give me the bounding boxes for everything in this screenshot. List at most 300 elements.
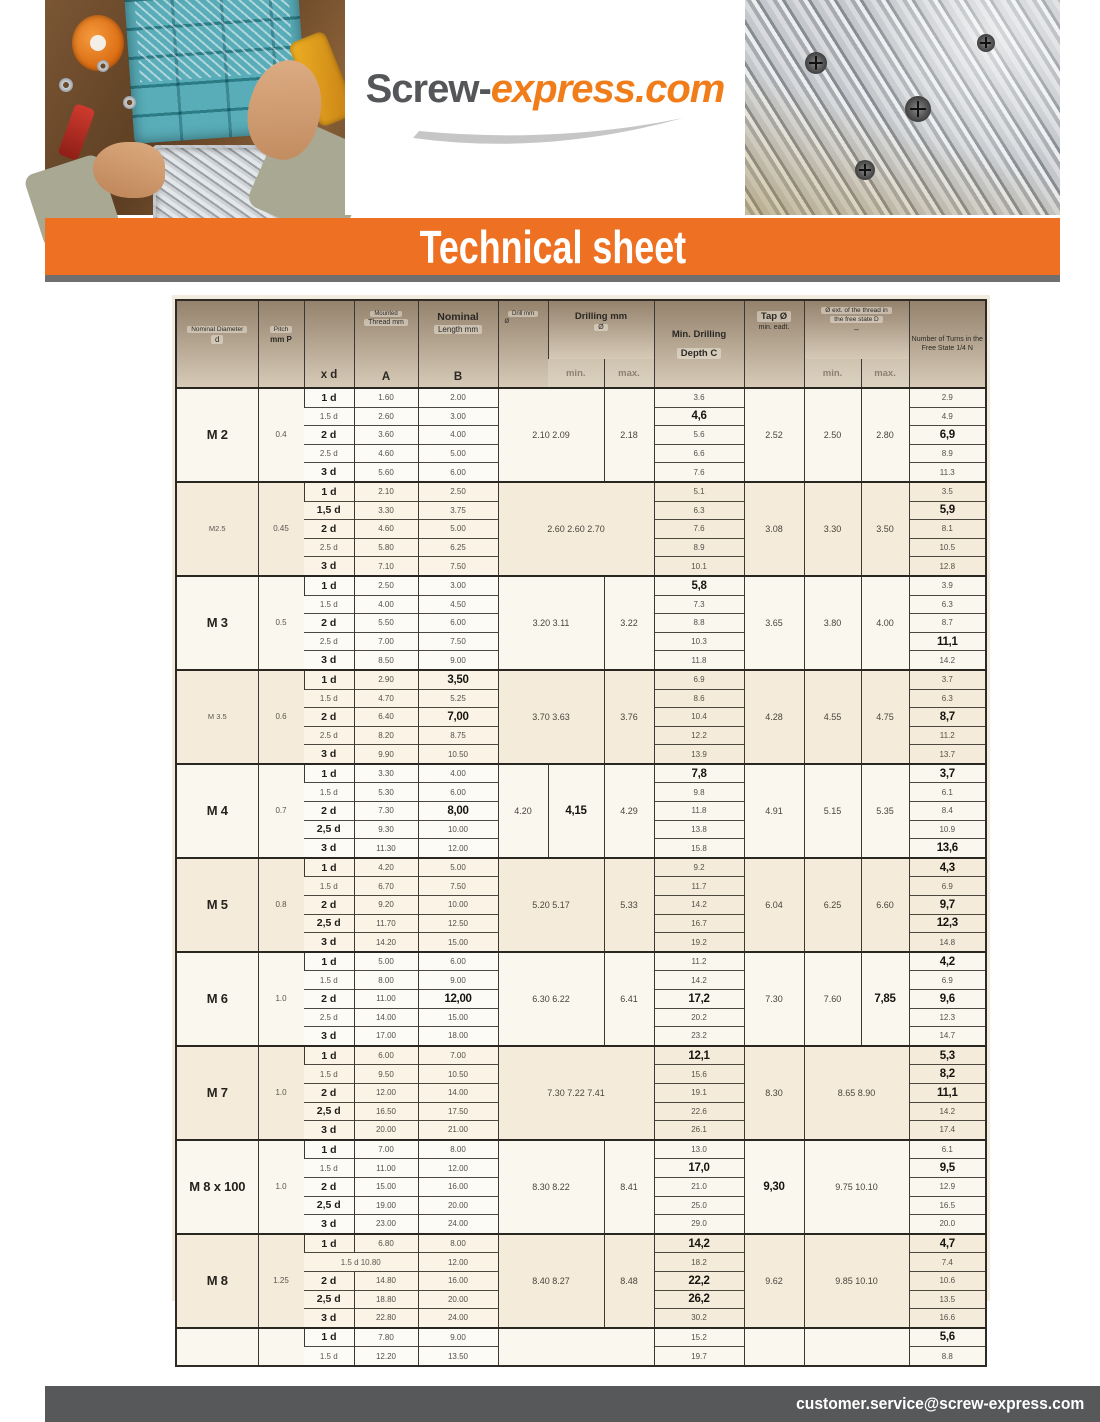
turns-cell: 13.7 (909, 745, 986, 764)
size-label: M 3.5 (176, 670, 258, 764)
nominal-length-cell: 16.00 (418, 1177, 498, 1196)
turns-cell: 8,7 (909, 708, 986, 727)
customer-service-email: customer.service@screw-express.com (795, 1394, 1084, 1413)
nominal-length-cell: 9.00 (418, 1328, 498, 1347)
xd-cell: 3 d (304, 557, 354, 576)
header-drilling-min: min. (548, 359, 604, 388)
nominal-length-cell: 3.00 (418, 407, 498, 426)
nominal-length-cell: 7.00 (418, 1046, 498, 1065)
drilling-max-value: 8.41 (604, 1140, 654, 1234)
turns-cell: 4,2 (909, 952, 986, 971)
xd-cell: 2 d (304, 520, 354, 539)
header-drill: Drill mm Ø (498, 300, 548, 388)
header-free-max: max. (861, 359, 909, 388)
drilling-depth-cell: 23.2 (654, 1027, 744, 1046)
nominal-length-cell: 7,00 (418, 708, 498, 727)
drilling-depth-cell: 14.2 (654, 971, 744, 990)
xd-cell: 3 d (304, 1027, 354, 1046)
drilling-depth-cell: 6.9 (654, 670, 744, 689)
free-state-min-value: 7.60 (804, 952, 861, 1046)
drilling-depth-cell: 7,8 (654, 764, 744, 783)
tap-value: 7.30 (744, 952, 804, 1046)
table-row (176, 576, 986, 595)
mounted-thread-cell: 9.90 (354, 745, 418, 764)
xd-cell: 1 d (304, 764, 354, 783)
xd-cell: 1 d (304, 388, 354, 407)
xd-cell: 1 d (304, 1046, 354, 1065)
mounted-thread-cell: 7.30 (354, 802, 418, 821)
mounted-thread-cell: 7.00 (354, 1140, 418, 1159)
xd-cell: 1 d (304, 670, 354, 689)
xd-cell: 1,5 d (304, 501, 354, 520)
drilling-depth-cell: 19.1 (654, 1083, 744, 1102)
nominal-length-cell: 6.00 (418, 614, 498, 633)
drilling-value: 7.30 7.22 7.41 (498, 1046, 654, 1140)
turns-cell: 10.9 (909, 820, 986, 839)
turns-cell: 6.3 (909, 595, 986, 614)
xd-cell: 2.5 d (304, 444, 354, 463)
mounted-thread-cell: 11.00 (354, 990, 418, 1009)
nominal-length-cell: 18.00 (418, 1027, 498, 1046)
xd-cell: 1.5 d (304, 971, 354, 990)
washer (123, 96, 136, 109)
drilling-depth-cell: 17,0 (654, 1159, 744, 1178)
mounted-thread-cell: 14.00 (354, 1008, 418, 1027)
nominal-length-cell: 12.50 (418, 914, 498, 933)
turns-cell: 6.3 (909, 689, 986, 708)
nominal-length-cell: 10.50 (418, 745, 498, 764)
nominal-length-cell: 9.00 (418, 971, 498, 990)
mounted-thread-cell: 2.50 (354, 576, 418, 595)
table-row (176, 482, 986, 501)
pitch-value: 0.8 (258, 858, 304, 952)
header-free-min: min. (804, 359, 861, 388)
mounted-thread-cell: 4.60 (354, 520, 418, 539)
nominal-length-cell: 8.00 (418, 1140, 498, 1159)
workbench-photo (45, 0, 345, 215)
tap-value: 9,30 (744, 1140, 804, 1234)
mounted-thread-cell: 4.00 (354, 595, 418, 614)
mounted-thread-cell: 8.20 (354, 726, 418, 745)
mounted-thread-cell: 17.00 (354, 1027, 418, 1046)
drilling-depth-cell: 7.3 (654, 595, 744, 614)
turns-cell: 3.9 (909, 576, 986, 595)
xd-cell: 2 d (304, 802, 354, 821)
mounted-thread-cell: 5.30 (354, 783, 418, 802)
xd-cell: 3 d (304, 933, 354, 952)
page-title: Technical sheet (419, 220, 686, 273)
mounted-thread-cell: 11.30 (354, 839, 418, 858)
xd-cell: 2.5 d (304, 632, 354, 651)
free-state-min-value: 3.30 (804, 482, 861, 576)
xd-cell: 3 d (304, 1215, 354, 1234)
table-row (176, 764, 986, 783)
xd-cell: 1.5 d (304, 689, 354, 708)
drilling-value: 2.60 2.60 2.70 (498, 482, 654, 576)
mounted-thread-cell: 6.80 (354, 1234, 418, 1253)
drilling-depth-cell: 13.8 (654, 820, 744, 839)
turns-cell: 5,3 (909, 1046, 986, 1065)
drilling-depth-cell: 22,2 (654, 1271, 744, 1290)
nominal-length-cell: 12.00 (418, 1159, 498, 1178)
mounted-thread-cell: 5.60 (354, 463, 418, 482)
xd-cell: 1.5 d (304, 877, 354, 896)
mounted-thread-cell: 7.00 (354, 632, 418, 651)
size-label: M 4 (176, 764, 258, 858)
pitch-value: 0.5 (258, 576, 304, 670)
nominal-length-cell: 5.00 (418, 444, 498, 463)
mounted-thread-cell: 9.50 (354, 1065, 418, 1084)
pitch-value: 0.4 (258, 388, 304, 482)
drilling-depth-cell: 13.9 (654, 745, 744, 764)
free-state-value: 9.75 10.10 (804, 1140, 909, 1234)
nominal-length-cell: 15.00 (418, 1008, 498, 1027)
free-state-value: 8.65 8.90 (804, 1046, 909, 1140)
drilling-max-value: 8.48 (604, 1234, 654, 1328)
pitch-value: 1.0 (258, 1046, 304, 1140)
size-label: M 3 (176, 576, 258, 670)
turns-cell: 8.8 (909, 1347, 986, 1366)
table-row (176, 1140, 986, 1159)
mounted-thread-cell: 2.90 (354, 670, 418, 689)
size-label: M 5 (176, 858, 258, 952)
tap-value: 9.62 (744, 1234, 804, 1328)
drilling-depth-cell: 19.2 (654, 933, 744, 952)
turns-cell: 10.5 (909, 538, 986, 557)
nominal-length-cell: 14.00 (418, 1083, 498, 1102)
turns-cell: 3.5 (909, 482, 986, 501)
nominal-length-cell: 2.00 (418, 388, 498, 407)
table-row (176, 1046, 986, 1065)
nominal-length-cell: 5.25 (418, 689, 498, 708)
header-drilling: Drilling mm Ø (548, 300, 654, 359)
drilling-depth-cell: 5.6 (654, 426, 744, 445)
turns-cell: 7.4 (909, 1253, 986, 1272)
footer-bar (45, 1386, 1100, 1422)
drilling-value (498, 1328, 654, 1366)
nominal-length-cell: 7.50 (418, 632, 498, 651)
xd-cell: 1 d (304, 952, 354, 971)
nominal-length-cell: 15.00 (418, 933, 498, 952)
header-min-drilling-depth: Min. Drilling Depth C (654, 300, 744, 388)
screw-head (855, 160, 875, 180)
nominal-length-cell: 7.50 (418, 877, 498, 896)
drilling-max-value: 4.29 (604, 764, 654, 858)
turns-cell: 11.3 (909, 463, 986, 482)
size-label: M 6 (176, 952, 258, 1046)
turns-cell: 9,7 (909, 896, 986, 915)
drilling-depth-cell: 10.1 (654, 557, 744, 576)
turns-cell: 20.0 (909, 1215, 986, 1234)
mounted-thread-cell: 5.00 (354, 952, 418, 971)
xd-cell: 2 d (304, 896, 354, 915)
size-label: M 2 (176, 388, 258, 482)
drilling-depth-cell: 21.0 (654, 1177, 744, 1196)
turns-cell: 10.6 (909, 1271, 986, 1290)
mounted-thread-cell: 23.00 (354, 1215, 418, 1234)
mounted-thread-cell: 4.60 (354, 444, 418, 463)
screwdriver (57, 103, 95, 161)
mounted-thread-cell: 4.20 (354, 858, 418, 877)
drilling-depth-cell: 7.6 (654, 463, 744, 482)
nominal-length-cell: 4.00 (418, 426, 498, 445)
xd-cell: 1.5 d (304, 595, 354, 614)
datasheet-scan (172, 295, 990, 1361)
mounted-thread-cell: 9.30 (354, 820, 418, 839)
free-state-value: 9.85 10.10 (804, 1234, 909, 1328)
turns-cell: 6.1 (909, 783, 986, 802)
drilling-depth-cell: 26,2 (654, 1290, 744, 1309)
xd-cell: 2.5 d (304, 1008, 354, 1027)
tap-value: 3.08 (744, 482, 804, 576)
logo-area (345, 0, 745, 215)
turns-cell: 8,2 (909, 1065, 986, 1084)
mounted-thread-cell: 3.60 (354, 426, 418, 445)
drilling-depth-cell: 10.4 (654, 708, 744, 727)
xd-cell: 1 d (304, 1328, 354, 1347)
free-state-max-value: 2.80 (861, 388, 909, 482)
nominal-length-cell: 16.00 (418, 1271, 498, 1290)
hand (93, 142, 165, 198)
title-banner (45, 218, 1060, 275)
mounted-thread-cell: 9.20 (354, 896, 418, 915)
drilling-depth-cell: 20.2 (654, 1008, 744, 1027)
nominal-length-cell: 12,00 (418, 990, 498, 1009)
xd-cell: 2,5 d (304, 820, 354, 839)
turns-cell: 8.7 (909, 614, 986, 633)
nominal-length-cell: 12.00 (418, 839, 498, 858)
xd-cell: 2,5 d (304, 1102, 354, 1121)
mounted-thread-cell: 3.30 (354, 501, 418, 520)
free-state-max-value: 5.35 (861, 764, 909, 858)
screw-head (805, 52, 827, 74)
logo-swoosh (395, 114, 695, 148)
screws-pile-photo (745, 0, 1060, 215)
turns-cell: 6.9 (909, 877, 986, 896)
mounted-thread-cell: 6.00 (354, 1046, 418, 1065)
xd-cell: 3 d (304, 463, 354, 482)
drilling-depth-cell: 5.1 (654, 482, 744, 501)
size-label: M 8 x 100 (176, 1140, 258, 1234)
xd-cell: 1 d (304, 1234, 354, 1253)
size-label: M 8 (176, 1234, 258, 1328)
size-label: M 7 (176, 1046, 258, 1140)
logo-prefix: Screw- (365, 67, 491, 111)
tap-value: 8.30 (744, 1046, 804, 1140)
tap-value: 4.91 (744, 764, 804, 858)
xd-cell: 1 d (304, 482, 354, 501)
turns-cell: 11.2 (909, 726, 986, 745)
nominal-length-cell: 8.00 (418, 1234, 498, 1253)
header-tap: Tap Ø min. eadt. (744, 300, 804, 388)
pitch-value (258, 1328, 304, 1366)
mounted-thread-cell: 6.70 (354, 877, 418, 896)
turns-cell: 11,1 (909, 632, 986, 651)
drilling-depth-cell: 14,2 (654, 1234, 744, 1253)
turns-cell: 12,3 (909, 914, 986, 933)
nominal-length-cell: 3.75 (418, 501, 498, 520)
drilling-depth-cell: 17,2 (654, 990, 744, 1009)
nominal-length-cell: 8,00 (418, 802, 498, 821)
nominal-length-cell: 10.00 (418, 896, 498, 915)
mounted-thread-cell: 2.60 (354, 407, 418, 426)
nominal-length-cell: 6.00 (418, 463, 498, 482)
xd-cell: 2.5 d (304, 726, 354, 745)
nominal-length-cell: 8.75 (418, 726, 498, 745)
xd-cell: 3 d (304, 1121, 354, 1140)
turns-cell: 17.4 (909, 1121, 986, 1140)
turns-cell: 6.9 (909, 971, 986, 990)
size-label: M2.5 (176, 482, 258, 576)
drilling-depth-cell: 6.6 (654, 444, 744, 463)
turns-cell: 16.5 (909, 1196, 986, 1215)
turns-cell: 12.9 (909, 1177, 986, 1196)
mounted-thread-cell: 11.70 (354, 914, 418, 933)
turns-cell: 5,6 (909, 1328, 986, 1347)
drilling-depth-cell: 19.7 (654, 1347, 744, 1366)
logo-text (366, 67, 725, 112)
drilling-depth-cell: 25.0 (654, 1196, 744, 1215)
mounted-thread-cell: 14.80 (354, 1271, 418, 1290)
screw-head (905, 96, 931, 122)
drilling-min-value: 6.30 6.22 (498, 952, 604, 1046)
washer (97, 60, 109, 72)
nominal-length-cell: 10.50 (418, 1065, 498, 1084)
drilling-depth-cell: 13.0 (654, 1140, 744, 1159)
turns-cell: 3,7 (909, 764, 986, 783)
turns-cell: 11,1 (909, 1083, 986, 1102)
turns-cell: 8.1 (909, 520, 986, 539)
turns-cell: 13.5 (909, 1290, 986, 1309)
drilling-max-value: 3.76 (604, 670, 654, 764)
xd-cell: 2 d (304, 708, 354, 727)
mounted-thread-cell: 8.00 (354, 971, 418, 990)
xd-cell: 2 d (304, 1083, 354, 1102)
turns-cell: 8.4 (909, 802, 986, 821)
size-label (176, 1328, 258, 1366)
nominal-length-cell: 10.00 (418, 820, 498, 839)
drilling-depth-cell: 11.8 (654, 651, 744, 670)
drilling-depth-cell: 16.7 (654, 914, 744, 933)
xd-cell: 1.5 d (304, 783, 354, 802)
xd-cell: 2 d (304, 990, 354, 1009)
nominal-length-cell: 6.00 (418, 783, 498, 802)
drilling-depth-cell: 7.6 (654, 520, 744, 539)
xd-cell: 2 d (304, 1177, 354, 1196)
drilling-min-value: 8.30 8.22 (498, 1140, 604, 1234)
table-row (176, 858, 986, 877)
header-nominal-diameter: Nominal Diameter d (176, 300, 258, 388)
free-state-max-value: 4.75 (861, 670, 909, 764)
header-number-of-turns: Number of Turns in the Free State 1/4 N (909, 300, 986, 388)
free-state-min-value: 2.50 (804, 388, 861, 482)
pitch-value: 0.45 (258, 482, 304, 576)
nominal-length-cell: 6.25 (418, 538, 498, 557)
turns-cell: 14.7 (909, 1027, 986, 1046)
drilling-max-value: 3.22 (604, 576, 654, 670)
drilling-min-value: 5.20 5.17 (498, 858, 604, 952)
drilling-depth-cell: 14.2 (654, 896, 744, 915)
free-state-max-value: 3.50 (861, 482, 909, 576)
turns-cell: 13,6 (909, 839, 986, 858)
nominal-length-cell: 6.00 (418, 952, 498, 971)
mounted-thread-cell: 16.50 (354, 1102, 418, 1121)
xd-cell: 2,5 d (304, 1290, 354, 1309)
mounted-thread-cell: 12.20 (354, 1347, 418, 1366)
tap-value: 3.65 (744, 576, 804, 670)
drilling-depth-cell: 11.7 (654, 877, 744, 896)
turns-cell: 8.9 (909, 444, 986, 463)
header-nominal-length: Nominal Length mm B (418, 300, 498, 388)
free-state-max-value: 7,85 (861, 952, 909, 1046)
mounted-thread-cell: 2.10 (354, 482, 418, 501)
drilling-depth-cell: 18.2 (654, 1253, 744, 1272)
mounted-thread-cell: 7.80 (354, 1328, 418, 1347)
xd-cell: 2,5 d (304, 1196, 354, 1215)
free-state-min-value: 6.25 (804, 858, 861, 952)
xd-cell: 3 d (304, 1309, 354, 1328)
xd-cell: 2 d (304, 426, 354, 445)
drilling-depth-cell: 15.6 (654, 1065, 744, 1084)
turns-cell: 12.3 (909, 1008, 986, 1027)
xd-cell: 3 d (304, 651, 354, 670)
header-mounted-thread: Mounted Thread mm A (354, 300, 418, 388)
nominal-length-cell: 4.00 (418, 764, 498, 783)
table-row (176, 1328, 986, 1347)
mounted-thread-cell: 4.70 (354, 689, 418, 708)
drilling-max-value: 5.33 (604, 858, 654, 952)
tap-value: 6.04 (744, 858, 804, 952)
turns-cell: 2.9 (909, 388, 986, 407)
nominal-length-cell: 13.50 (418, 1347, 498, 1366)
screw-head (977, 34, 995, 52)
turns-cell: 9,5 (909, 1159, 986, 1178)
mounted-thread-cell: 5.80 (354, 538, 418, 557)
mounted-thread-cell: 19.00 (354, 1196, 418, 1215)
mounted-thread-cell: 5.50 (354, 614, 418, 633)
mounted-thread-cell: 12.00 (354, 1083, 418, 1102)
pitch-value: 0.7 (258, 764, 304, 858)
turns-cell: 14.8 (909, 933, 986, 952)
drilling-max-value: 2.18 (604, 388, 654, 482)
banner-divider (45, 275, 1060, 282)
technical-table (175, 299, 987, 1367)
mounted-thread-cell: 6.40 (354, 708, 418, 727)
free-state-min-value: 5.15 (804, 764, 861, 858)
xd-cell: 1.5 d (304, 1347, 354, 1366)
xd-cell: 3 d (304, 745, 354, 764)
drilling-depth-cell: 8.8 (654, 614, 744, 633)
free-state-max-value: 4.00 (861, 576, 909, 670)
drilling-depth-cell: 12,1 (654, 1046, 744, 1065)
nominal-length-cell: 7.50 (418, 557, 498, 576)
xd-cell: 1.5 d (304, 1065, 354, 1084)
table-row (176, 1234, 986, 1253)
xd-cell: 1 d (304, 1140, 354, 1159)
nominal-length-cell: 3.00 (418, 576, 498, 595)
pitch-value: 1.0 (258, 1140, 304, 1234)
tap-value: 2.52 (744, 388, 804, 482)
nominal-length-cell: 9.00 (418, 651, 498, 670)
drilling-depth-cell: 11.2 (654, 952, 744, 971)
turns-cell: 12.8 (909, 557, 986, 576)
turns-cell: 6.1 (909, 1140, 986, 1159)
header-row (176, 300, 986, 359)
turns-cell: 14.2 (909, 651, 986, 670)
mounted-thread-cell: 20.00 (354, 1121, 418, 1140)
turns-cell: 14.2 (909, 1102, 986, 1121)
washer (59, 78, 73, 92)
